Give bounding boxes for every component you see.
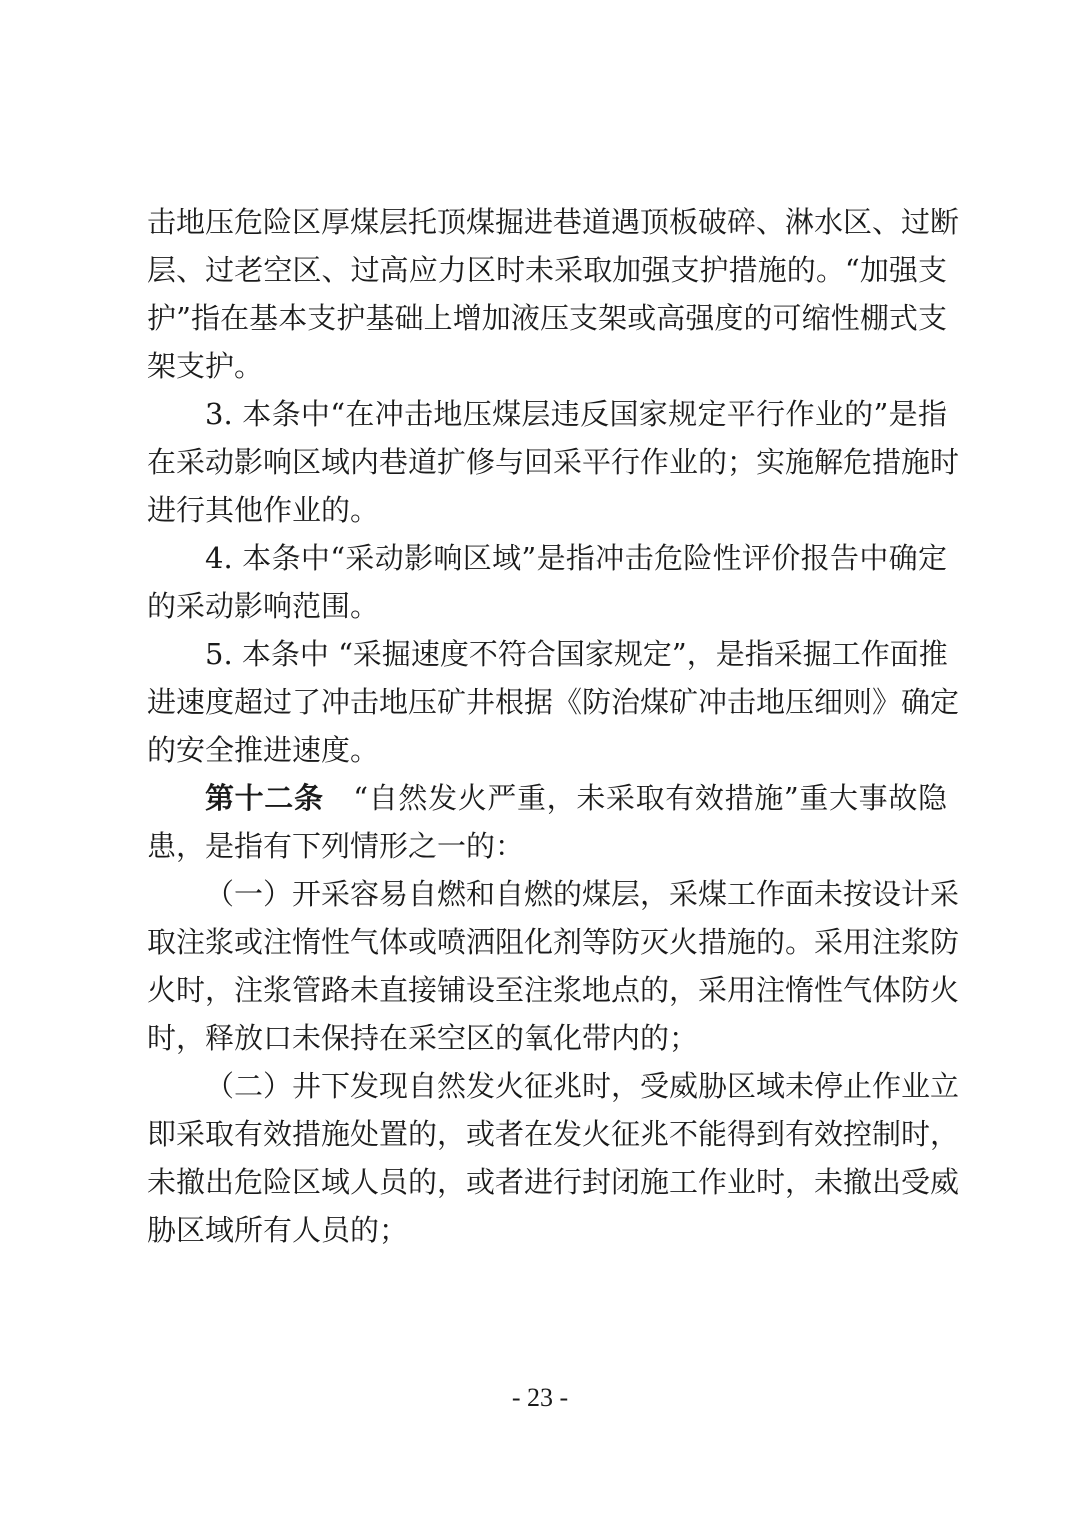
- text-line: 的安全推进速度。: [147, 733, 380, 767]
- text-line: 即采取有效措施处置的，或者在发火征兆不能得到有效控制时，: [147, 1117, 960, 1151]
- text-line: 进速度超过了冲击地压矿井根据《防治煤矿冲击地压细则》确定: [147, 685, 960, 719]
- text-line: 3. 本条中“在冲击地压煤层违反国家规定平行作业的”是指: [205, 397, 947, 431]
- paragraph-item-4: [147, 534, 947, 630]
- clause-2: [147, 1062, 960, 1254]
- text-line: 架支护。: [147, 349, 264, 383]
- text-line: 护”指在基本支护基础上增加液压支架或高强度的可缩性棚式支: [147, 301, 947, 335]
- text-line: 未撤出危险区域人员的，或者进行封闭施工作业时，未撤出受威: [147, 1165, 960, 1199]
- page-number: - 23 -: [511, 1383, 569, 1412]
- text-line: 患，是指有下列情形之一的：: [147, 829, 525, 863]
- article-12: [147, 774, 947, 870]
- text-line: 胁区域所有人员的；: [147, 1213, 409, 1247]
- paragraph-item-5: [147, 630, 960, 774]
- text-line: [147, 774, 947, 822]
- text-line: 的采动影响范围。: [147, 589, 380, 623]
- text-line: 火时，注浆管路未直接铺设至注浆地点的，采用注惰性气体防火: [147, 973, 960, 1007]
- text-line: 取注浆或注惰性气体或喷洒阻化剂等防灭火措施的。采用注浆防: [147, 925, 960, 959]
- document-body: [147, 198, 960, 1254]
- text-line: （二）井下发现自然发火征兆时，受威胁区域未停止作业立: [205, 1069, 960, 1103]
- paragraph-item-3: [147, 390, 960, 534]
- text-line: 层、过老空区、过高应力区时未采取加强支护措施的。“加强支: [147, 253, 947, 287]
- text-line: 在采动影响区域内巷道扩修与回采平行作业的；实施解危措施时: [147, 445, 960, 479]
- text-line: 进行其他作业的。: [147, 493, 380, 527]
- clause-1: [147, 870, 960, 1062]
- text-line: 4. 本条中“采动影响区域”是指冲击危险性评价报告中确定: [205, 541, 947, 575]
- text-line: 时，释放口未保持在采空区的氧化带内的；: [147, 1021, 699, 1055]
- text-line: （一）开采容易自燃和自燃的煤层，采煤工作面未按设计采: [205, 877, 960, 911]
- text-line: 击地压危险区厚煤层托顶煤掘进巷道遇顶板破碎、淋水区、过断: [147, 205, 960, 239]
- paragraph-continued: [147, 198, 960, 390]
- article-heading: 第十二条: [205, 781, 324, 815]
- article-heading-text: “自然发火严重，未采取有效措施”重大事故隐: [353, 781, 947, 815]
- text-line: 5. 本条中 “采掘速度不符合国家规定”，是指采掘工作面推: [205, 637, 948, 671]
